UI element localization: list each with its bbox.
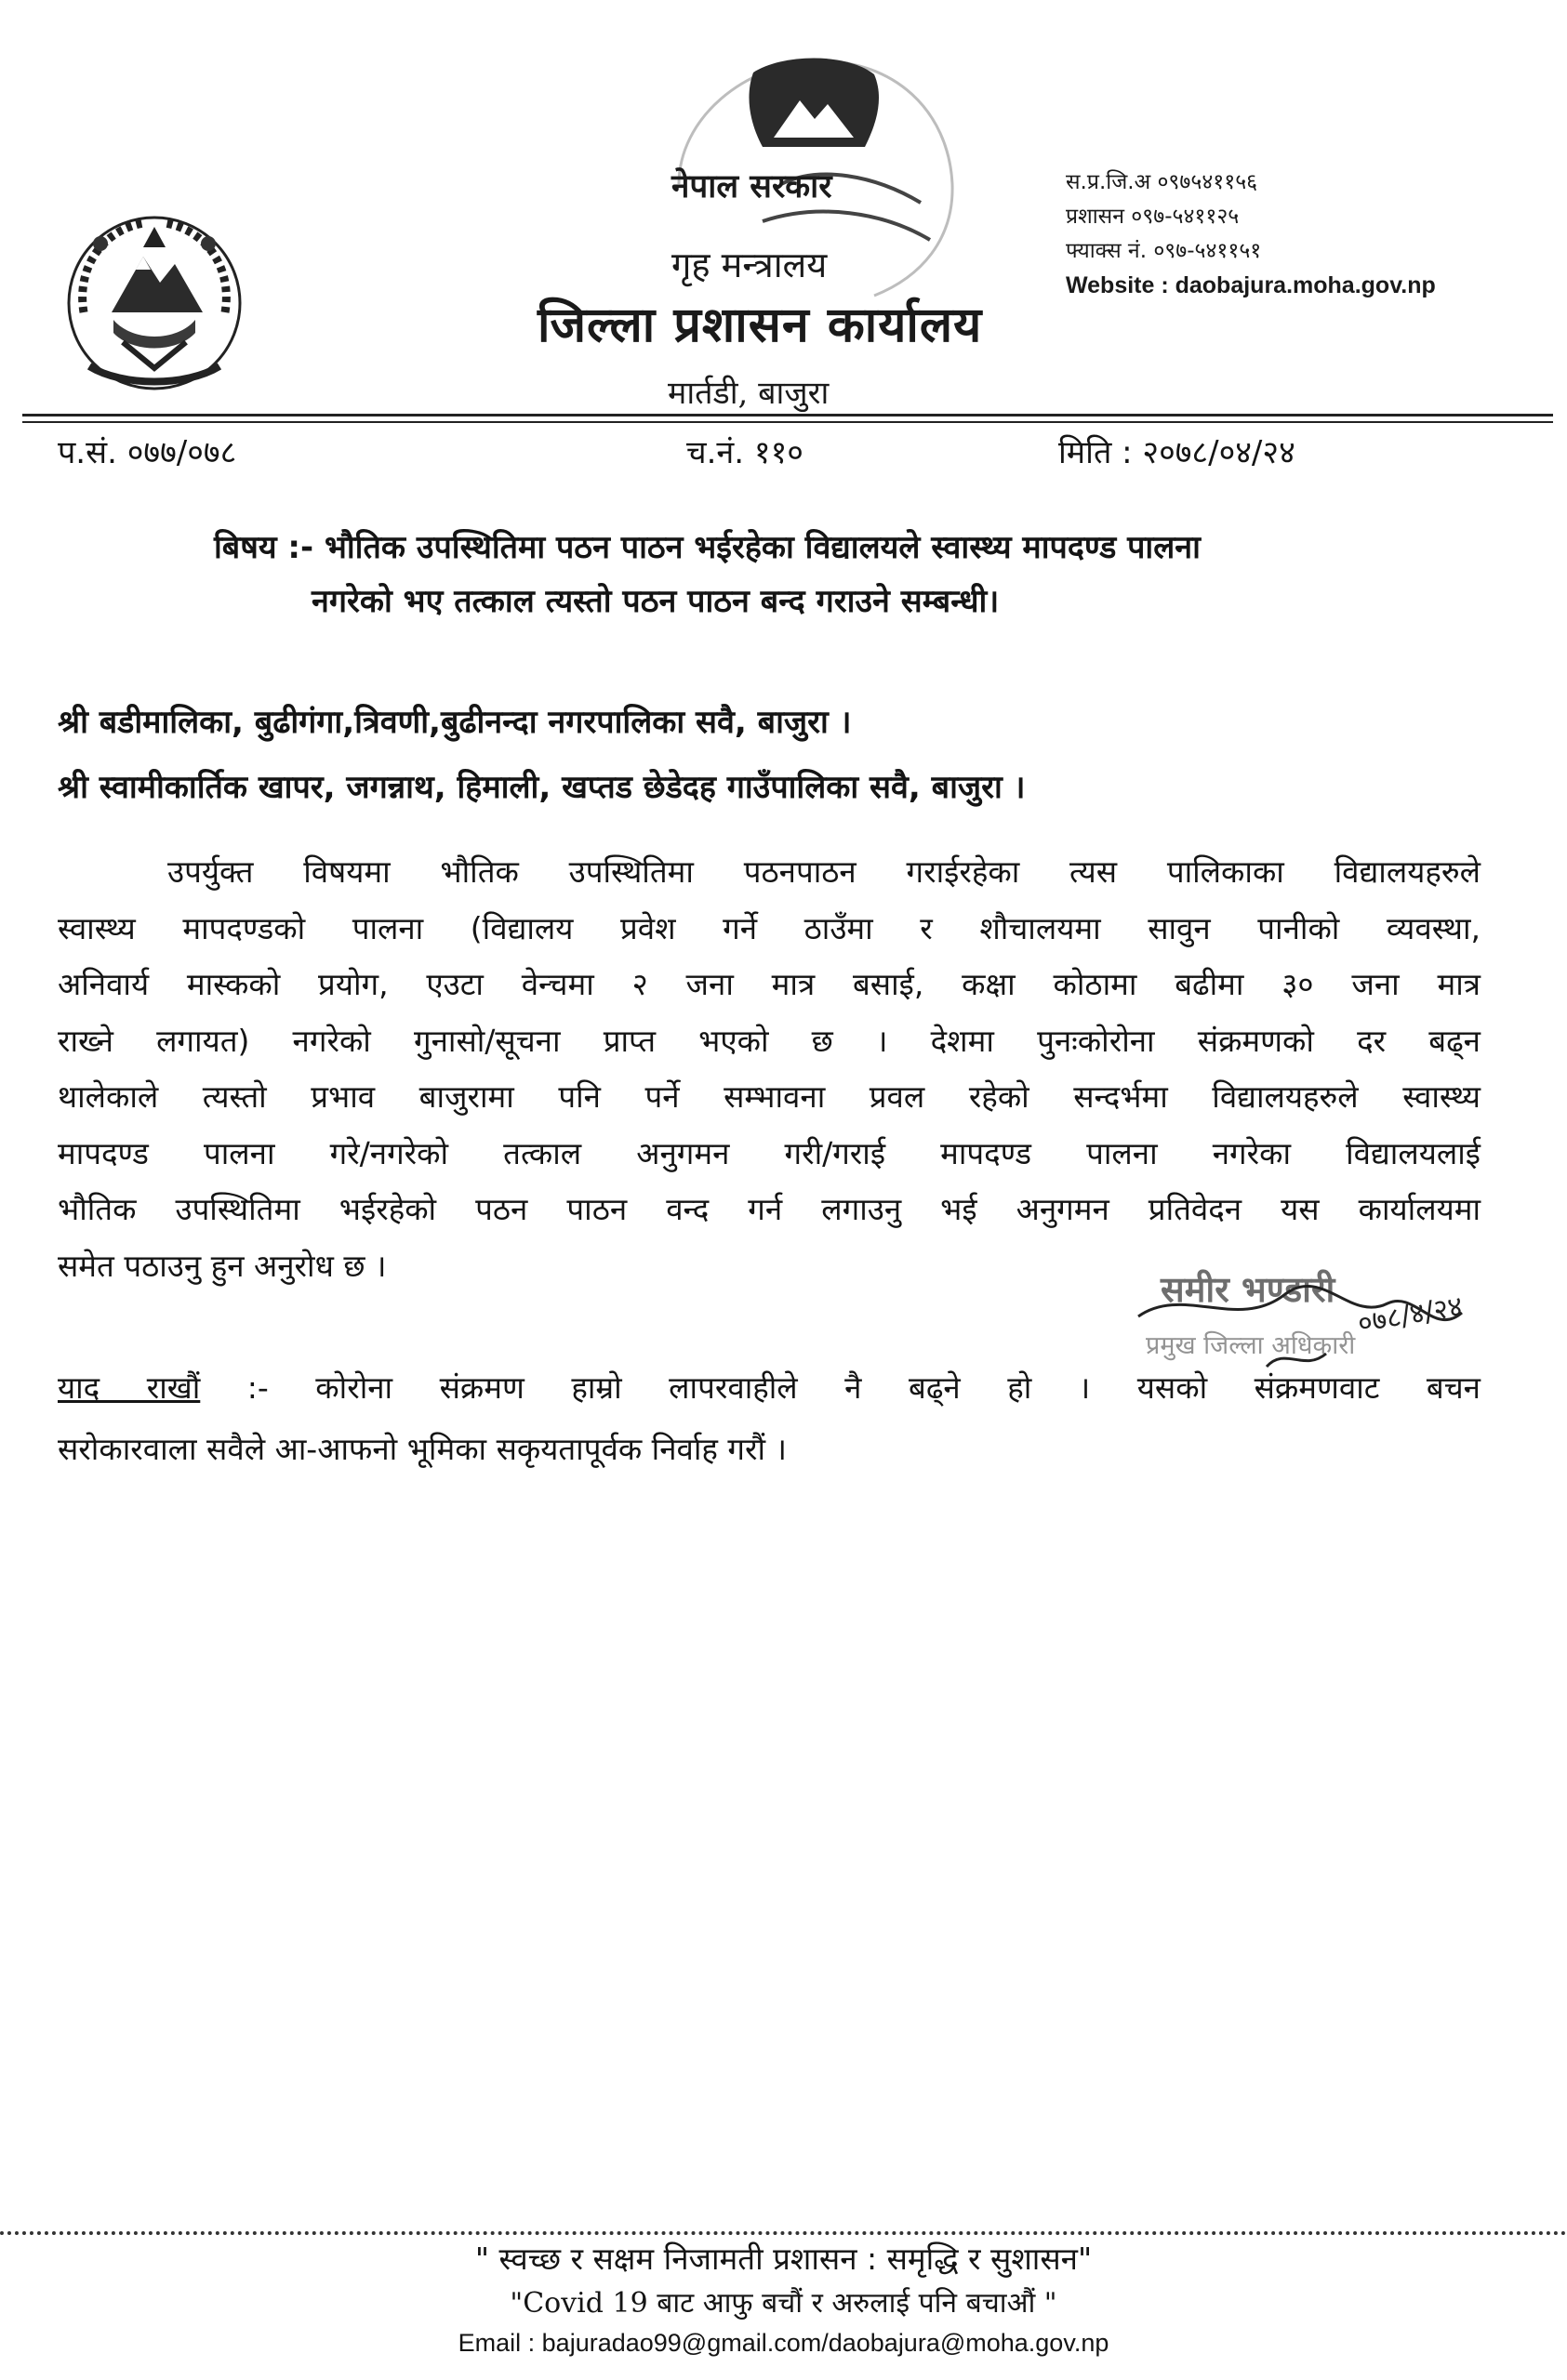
body-line: भौतिक उपस्थितिमा भईरहेको पठन पाठन वन्द गर्न लगाउनु भई अनुगमन प्रतिवेदन यस कार्यालयमा <box>58 1191 1481 1227</box>
footer-dotted-rule <box>0 2231 1567 2235</box>
header-rule-bottom <box>22 421 1553 423</box>
body-line: मापदण्ड पालना गरे/नगरेको तत्काल अनुगमन गरी/गराई मापदण्ड पालना नगरेका विद्यालयलाई <box>58 1134 1481 1171</box>
body-line: स्वास्थ्य मापदण्डको पालना (विद्यालय प्रवेश गर्ने ठाउँमा र शौचालयमा सावुन पानीको व्यवस्था, <box>58 909 1481 946</box>
office-location: मार्तडी, बाजुरा <box>668 375 830 412</box>
nepal-emblem-icon <box>58 203 251 398</box>
signature-date: ०७८/४/२४ <box>1355 1289 1466 1341</box>
body-line: थालेकाले त्यस्तो प्रभाव बाजुरामा पनि पर्ने सम्भावना प्रवल रहेको सन्दर्भमा विद्यालयहरुले स्वास्थ्य <box>58 1078 1481 1115</box>
subject-block <box>214 521 1201 628</box>
body-line: उपर्युक्त विषयमा भौतिक उपस्थितिमा पठनपाठन गराईरहेका त्यस पालिकाका विद्यालयहरुले <box>167 853 1481 890</box>
signature-name: समीर भण्डारी <box>1161 1268 1335 1310</box>
recipients-block <box>58 690 1026 820</box>
body-line: अनिवार्य मास्कको प्रयोग, एउटा वेन्चमा २ जना मात्र बसाई, कक्षा कोठामा बढीमा ३० जना मात्र <box>58 966 1481 1002</box>
patra-sankhya: प.सं. ०७७/०७८ <box>58 434 237 471</box>
signature-stamp <box>1127 1257 1527 1380</box>
footer-email: Email : bajuradao99@gmail.com/daobajura@moha.gov.np <box>458 2329 1109 2357</box>
signature-title: प्रमुख जिल्ला अधिकारी <box>1146 1331 1356 1360</box>
contact-cdo: स.प्र.जि.अ ०९७५४११५६ <box>1066 170 1258 194</box>
body-line: राख्ने लगायत) नगरेको गुनासो/सूचना प्राप्त भएको छ । देशमा पुनःकोरोना संक्रमणको दर बढ्न <box>58 1022 1481 1059</box>
chalani-number: च.नं. ११० <box>686 434 803 471</box>
recipient-gaunpalika: श्री स्वामीकार्तिक खापर, जगन्नाथ, हिमाली, खप्तड छेडेदह गाउँपालिका सवै, बाजुरा । <box>58 769 1026 806</box>
letter-date: मिति : २०७८/०४/२४ <box>1058 434 1295 471</box>
gov-line-ministry: गृह मन्त्रालय <box>671 245 828 285</box>
subject-line-1: बिषय :- भौतिक उपस्थितिमा पठन पाठन भईरहेका विद्यालयले स्वास्थ्य मापदण्ड पालना <box>214 529 1201 566</box>
contact-admin: प्रशासन ०९७-५४११२५ <box>1066 205 1240 229</box>
reminder-line-1: :- कोरोना संक्रमण हाम्रो लापरवाहीले नै बढ्ने हो । यसको संक्रमणवाट बचन <box>200 1369 1481 1406</box>
letter-body <box>58 844 1481 1294</box>
reminder-line-2: सरोकारवाला सवैले आ-आफनो भूमिका सकृयतापूर्वक निर्वाह गरौं । <box>58 1431 788 1467</box>
contact-block <box>1066 165 1436 303</box>
header-rule-top <box>22 414 1553 416</box>
reminder-label: याद राखौं <box>58 1369 201 1406</box>
footer-motto: " स्वच्छ र सक्षम निजामती प्रशासन : समृद्धि र सुशासन" <box>474 2241 1093 2277</box>
contact-fax: फ्याक्स नं. ०९७-५४११५१ <box>1066 239 1262 263</box>
gov-line-nepal-sarkar: नेपाल सरकार <box>671 167 832 205</box>
recipient-nagarpalika: श्री बडीमालिका, बुढीगंगा,त्रिवणी,बुढीनन्दा नगरपालिका सवै, बाजुरा । <box>58 704 852 741</box>
footer-covid-slogan: "Covid 19 बाट आफु बचौं र अरुलाई पनि बचाऔं " <box>510 2287 1057 2320</box>
subject-line-2: नगरेको भए तत्काल त्यस्तो पठन पाठन बन्द गराउने सम्बन्धी। <box>312 583 1000 620</box>
body-line: समेत पठाउनु हुन अनुरोध छ । <box>58 1247 387 1284</box>
office-name: जिल्ला प्रशासन कार्यालय <box>538 297 983 353</box>
contact-website: Website : daobajura.moha.gov.np <box>1066 272 1436 298</box>
